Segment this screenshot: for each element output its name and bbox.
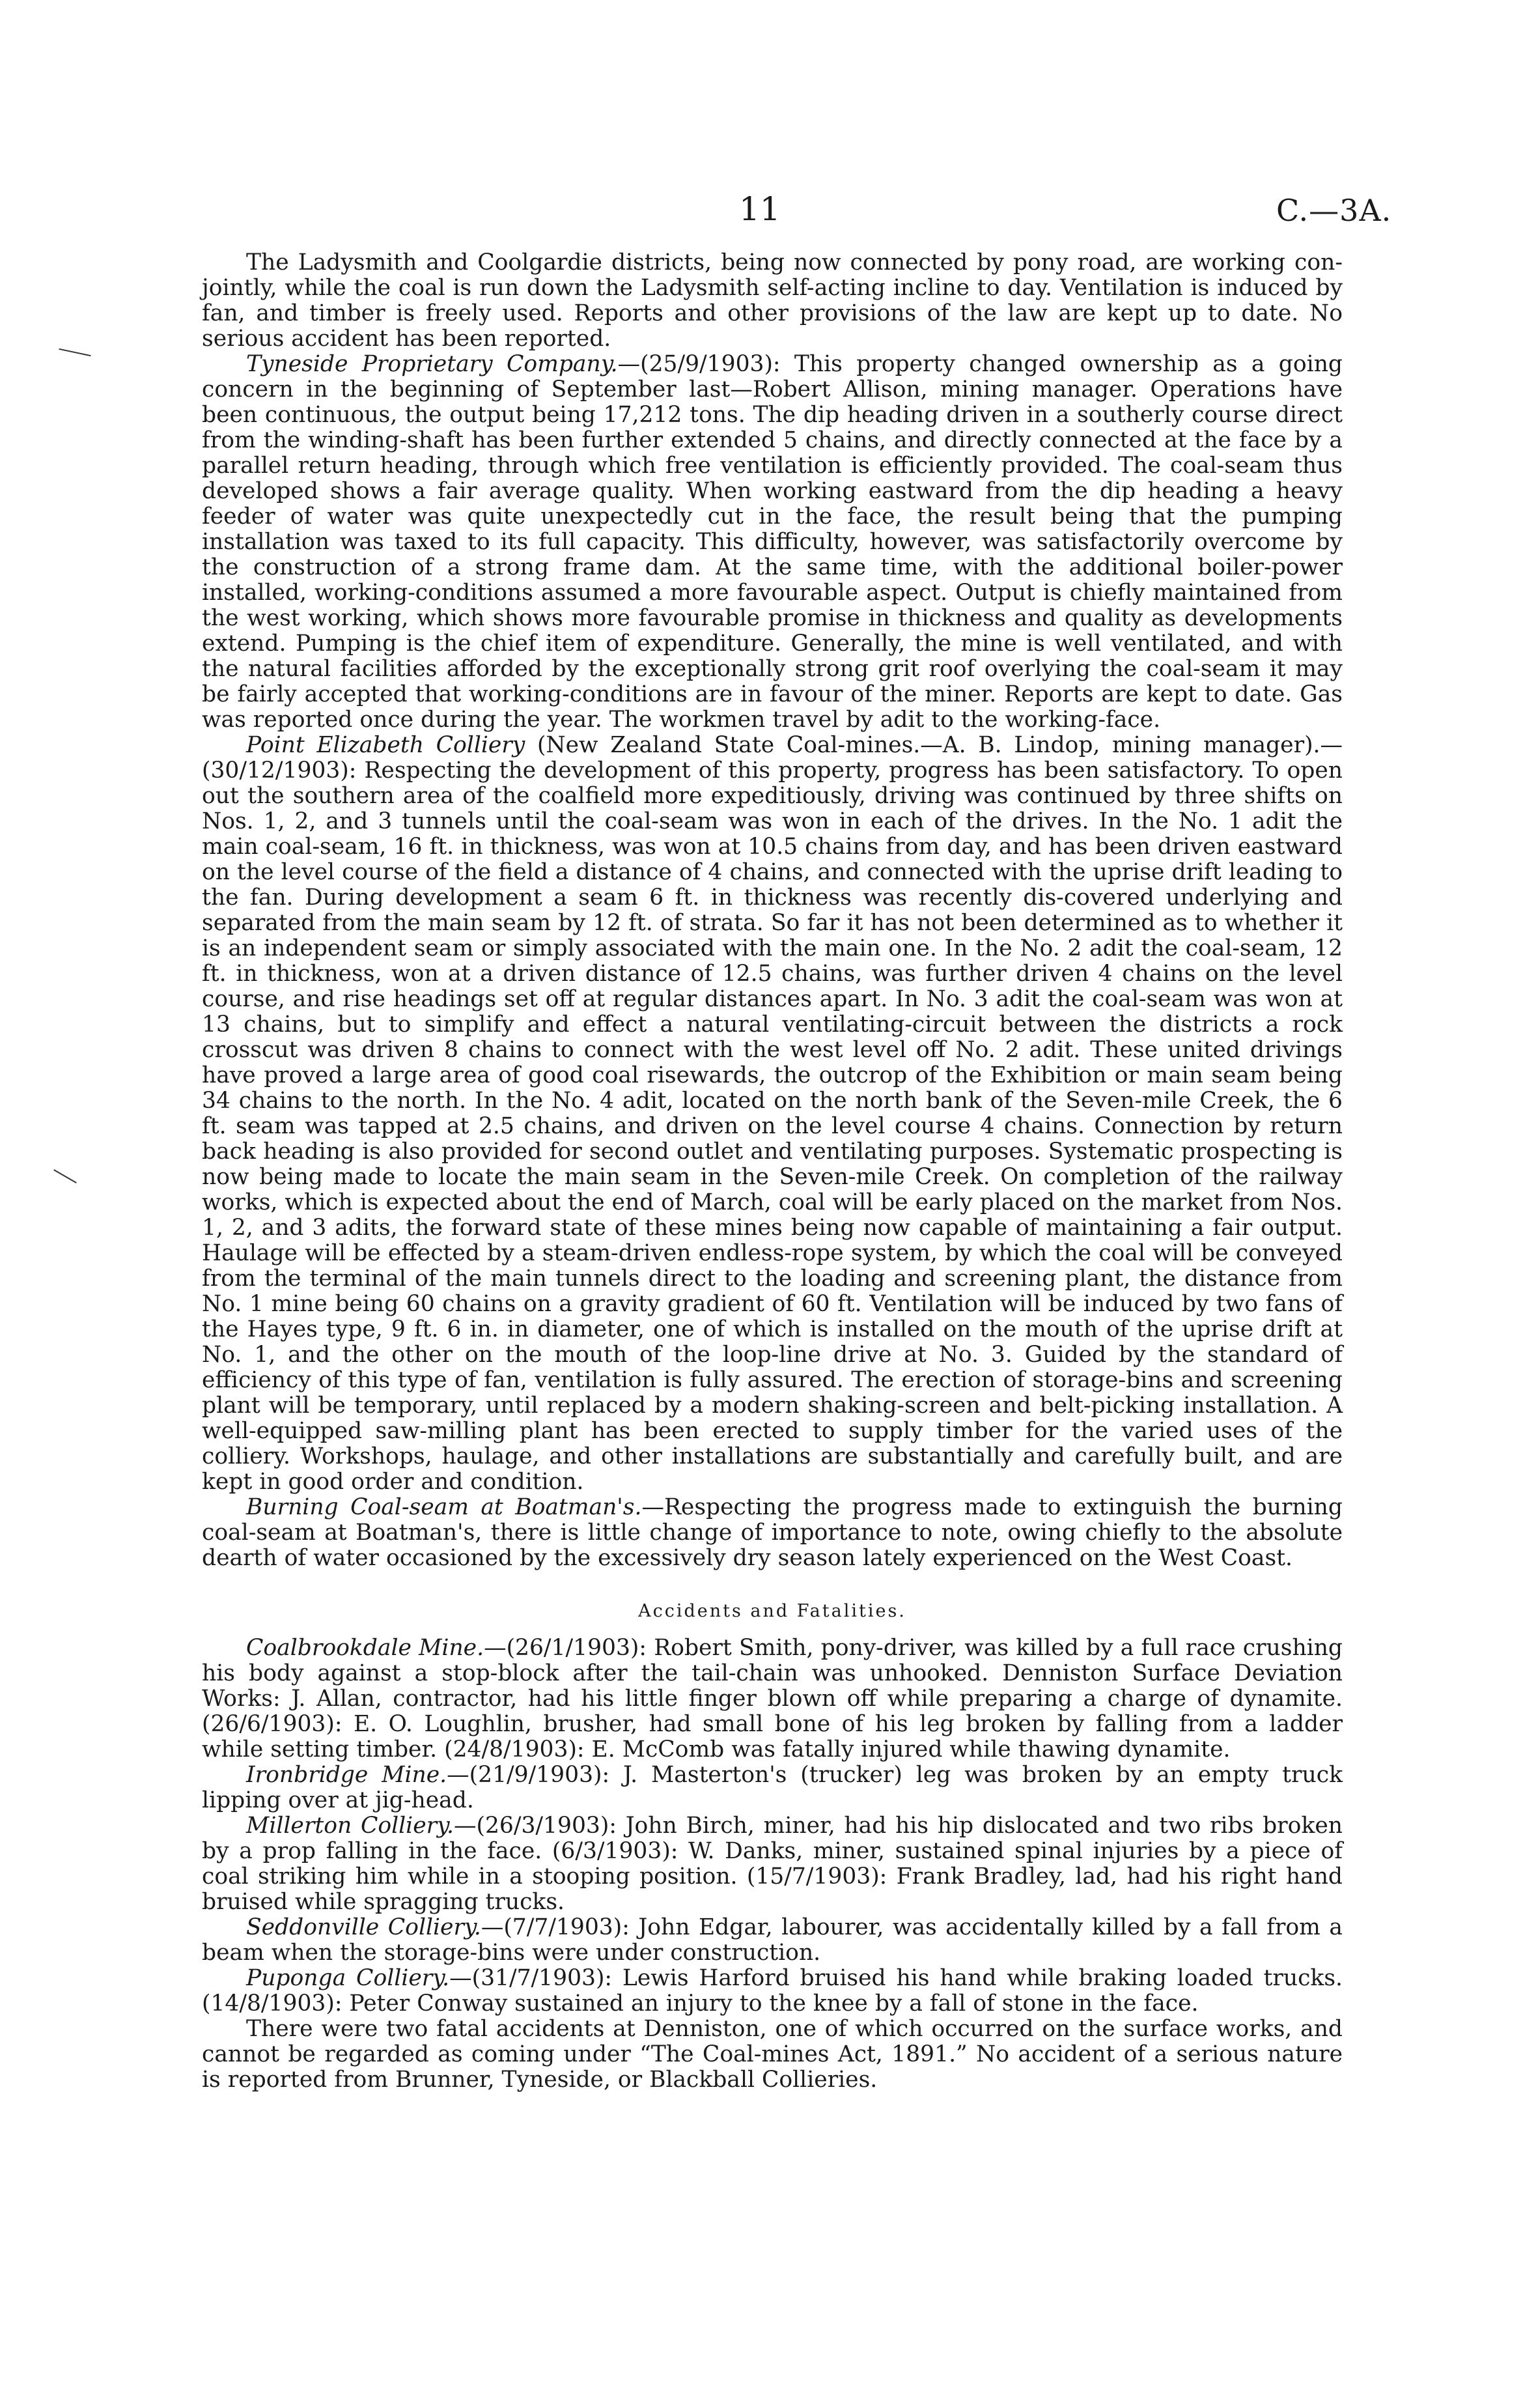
section-title-accidents: Accidents and Fatalities.	[638, 1601, 906, 1621]
paragraph-seddonville: Seddonville Colliery.—(7/7/1903): John Edgar, labourer, was accidentally killed by a fall from a beam when the storage-bins were under construction.	[202, 1914, 1343, 1966]
paragraph-point-elizabeth: Point Elizabeth Colliery (New Zealand State Coal-mines.—A. B. Lindop, mining manager).—(30/12/1903): Respecting the development of this property, progress has been satisfactory. To open out the southern area of the coalfield more expeditiously, driving was continued by three shifts on Nos. 1, 2, and 3 tunnels until the coal-seam was won in each of the drives. In the No. 1 adit the main coal-seam, 16 ft. in thickness, was won at 10.5 chains from day, and has been driven eastward on the level course of the field a distance of 4 chains, and connected with the uprise drift leading to the fan. During development a seam 6 ft. in thickness was recently dis-covered underlying and separated from the main seam by 12 ft. of strata. So far it has not been determined as to whether it is an independent seam or simply associated with the main one. In the No. 2 adit the coal-seam, 12 ft. in thickness, won at a driven distance of 12.5 chains, was further driven 4 chains on the level course, and rise headings set off at regular distances apart. In No. 3 adit the coal-seam was won at 13 chains, but to simplify and effect a natural ventilating-circuit between the districts a rock crosscut was driven 8 chains to connect with the west level off No. 2 adit. These united drivings have proved a large area of good coal risewards, the outcrop of the Exhibition or main seam being 34 chains to the north. In the No. 4 adit, located on the north bank of the Seven-mile Creek, the 6 ft. seam was tapped at 2.5 chains, and driven on the level course 4 chains. Connection by return back heading is also provided for second outlet and ventilating purposes. Systematic prospecting is now being made to locate the main seam in the Seven-mile Creek. On completion of the railway works, which is expected about the end of March, coal will be early placed on the market from Nos. 1, 2, and 3 adits, the forward state of these mines being now capable of maintaining a fair output. Haulage will be effected by a steam-driven endless-rope system, by which the coal will be conveyed from the terminal of the main tunnels direct to the loading and screening plant, the distance from No. 1 mine being 60 chains on a gravity gradient of 60 ft. Ventilation will be induced by two fans of the Hayes type, 9 ft. 6 in. in diameter, one of which is installed on the mouth of the uprise drift at No. 1, and the other on the mouth of the loop-line drive at No. 3. Guided by the standard of efficiency of this type of fan, ventilation is fully assured. The erection of storage-bins and screening plant will be temporary, until replaced by a modern shaking-screen and belt-picking installation. A well-equipped saw-milling plant has been erected to supply timber for the varied uses of the colliery. Workshops, haulage, and other installations are substantially and carefully built, and are kept in good order and condition.	[202, 732, 1343, 1495]
section-spacer	[202, 1571, 1343, 1598]
paragraph-ironbridge: Ironbridge Mine.—(21/9/1903): J. Masterton's (trucker) leg was broken by an empty truck lipping over at jig-head.	[202, 1762, 1343, 1813]
paragraph-heading: Point Elizabeth Colliery	[246, 732, 525, 758]
paragraph-burning-coal-seam: Burning Coal-seam at Boatman's.—Respecting the progress made to extinguish the burning coal-seam at Boatman's, there is little change of importance to note, owing chiefly to the absolute dearth of water occasioned by the excessively dry season lately experienced on the West Coast.	[202, 1494, 1343, 1571]
page-header	[0, 190, 1523, 229]
paragraph-denniston-summary: There were two fatal accidents at Denniston, one of which occurred on the surface works, and cannot be regarded as coming under “The Coal-mines Act, 1891.” No accident of a serious nature is reported from Brunner, Tyneside, or Blackball Collieries.	[202, 2016, 1343, 2093]
margin-mark	[59, 348, 91, 356]
document-body	[202, 250, 1343, 2093]
margin-mark	[53, 1169, 77, 1183]
paragraph-heading: Millerton Colliery.	[246, 1813, 454, 1839]
paragraph-heading: Burning Coal-seam at Boatman's.	[246, 1494, 642, 1520]
paragraph-ladysmith: The Ladysmith and Coolgardie districts, being now connected by pony road, are working con-jointly, while the coal is run down the Ladysmith self-acting incline to day. Ventilation is induced by fan, and timber is freely used. Reports and other provisions of the law are kept up to date. No serious accident has been reported.	[202, 249, 1343, 352]
paragraph-heading: Puponga Colliery.	[246, 1965, 450, 1991]
paragraph-coalbrookdale: Coalbrookdale Mine.—(26/1/1903): Robert Smith, pony-driver, was killed by a full race crushing his body against a stop-block after the tail-chain was unhooked. Denniston Surface Deviation Works: J. Allan, contractor, had his little finger blown off while preparing a charge of dynamite. (26/6/1903): E. O. Loughlin, brusher, had small bone of his leg broken by falling from a ladder while setting timber. (24/8/1903): E. McComb was fatally injured while thawing dynamite.	[202, 1635, 1343, 1763]
paragraph-puponga: Puponga Colliery.—(31/7/1903): Lewis Harford bruised his hand while braking loaded trucks. (14/8/1903): Peter Conway sustained an injury to the knee by a fall of stone in the face.	[202, 1965, 1343, 2017]
document-reference: C.—3A.	[1276, 193, 1392, 228]
paragraph-tyneside: Tyneside Proprietary Company.—(25/9/1903): This property changed ownership as a going concern in the beginning of September last—Robert Allison, mining manager. Operations have been continuous, the output being 17,212 tons. The dip heading driven in a southerly course direct from the winding-shaft has been further extended 5 chains, and directly connected at the face by a parallel return heading, through which free ventilation is efficiently provided. The coal-seam thus developed shows a fair average quality. When working eastward from the dip heading a heavy feeder of water was quite unexpectedly cut in the face, the result being that the pumping installation was taxed to its full capacity. This difficulty, however, was satisfactorily overcome by the construction of a strong frame dam. At the same time, with the additional boiler-power installed, working-conditions assumed a more favourable aspect. Output is chiefly maintained from the west working, which shows more favourable promise in thickness and quality as developments extend. Pumping is the chief item of expenditure. Generally, the mine is well ventilated, and with the natural facilities afforded by the exceptionally strong grit roof overlying the coal-seam it may be fairly accepted that working-conditions are in favour of the miner. Reports are kept to date. Gas was reported once during the year. The workmen travel by adit to the working-face.	[202, 351, 1343, 733]
page-number: 11	[739, 190, 781, 228]
paragraph-millerton: Millerton Colliery.—(26/3/1903): John Birch, miner, had his hip dislocated and two ribs broken by a prop falling in the face. (6/3/1903): W. Danks, miner, sustained spinal injuries by a piece of coal striking him while in a stooping position. (15/7/1903): Frank Bradley, lad, had his right hand bruised while spragging trucks.	[202, 1813, 1343, 1915]
paragraph-heading: Tyneside Proprietary Company.	[246, 351, 618, 377]
paragraph-heading: Coalbrookdale Mine.	[246, 1635, 484, 1661]
paragraph-heading: Seddonville Colliery.	[246, 1914, 481, 1940]
paragraph-heading: Ironbridge Mine.	[246, 1762, 447, 1788]
